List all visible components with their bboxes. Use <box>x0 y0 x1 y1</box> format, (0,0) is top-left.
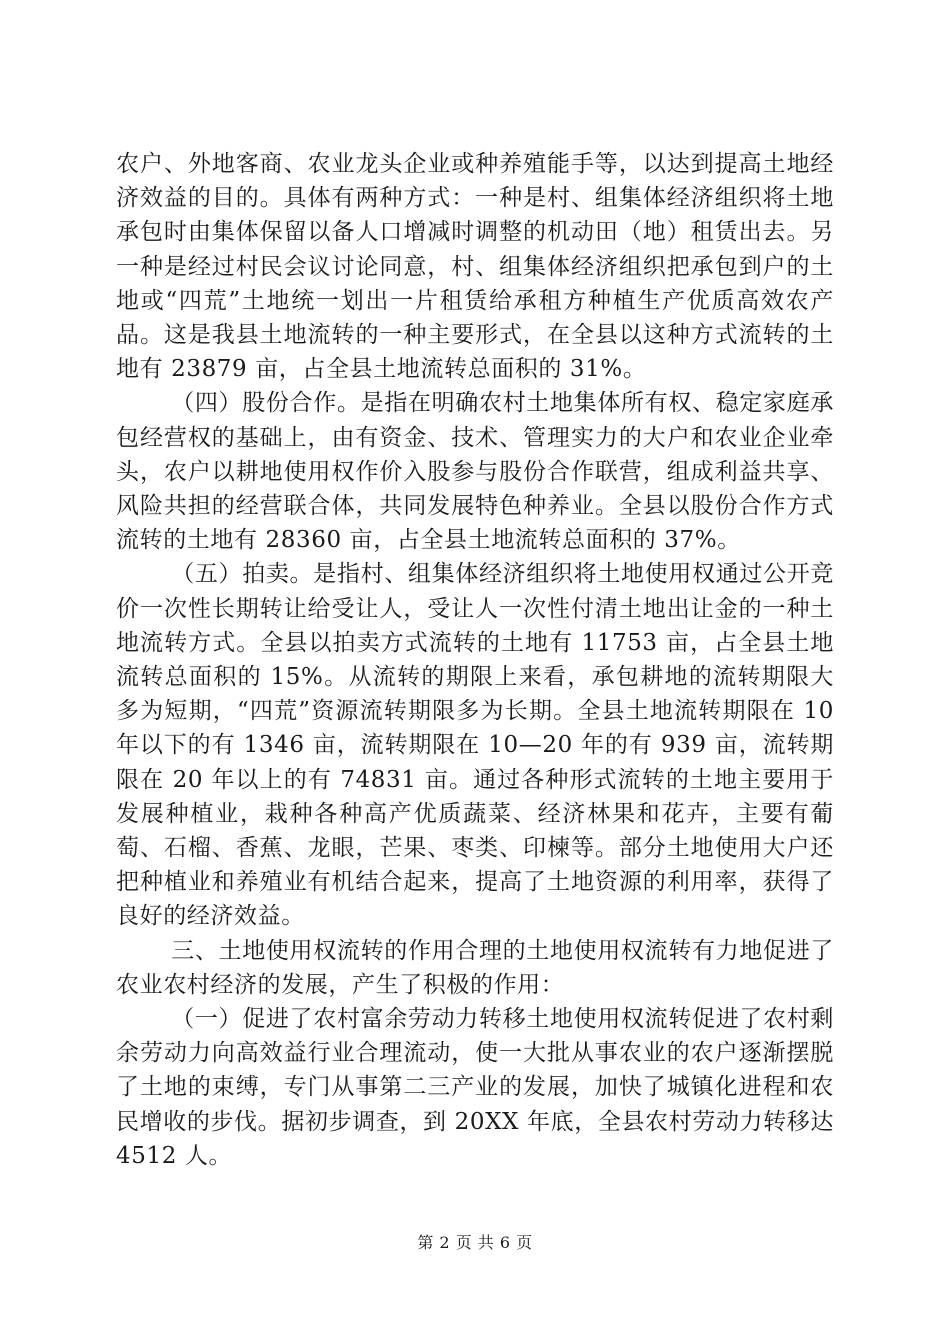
paragraph-labor-transfer: （一）促进了农村富余劳动力转移土地使用权流转促进了农村剩余劳动力向高效益行业合理流动，使一大批从事农业的农户逐渐摆脱了土地的束缚，专门从事第二三产业的发展，加快了城镇化进程和农民增收的步伐。据初步调查，到 20XX 年底，全县农村劳动力转移达 4512 人。 <box>116 1006 834 1169</box>
page-number-footer: 第 2 页 共 6 页 <box>417 1233 533 1252</box>
paragraph-auction: （五）拍卖。是指村、组集体经济组织将土地使用权通过公开竞价一次性长期转让给受让人，受让人一次性付清土地出让金的一种土地流转方式。全县以拍卖方式流转的土地有 11753 亩，占全县土地流转总面积的 15%。从流转的期限上来看，承包耕地的流转期限大多为短期，“四荒”资源流转期限多为长期。全县土地流转期限在 10 年以下的有 1346 亩，流转期限在 10—20 年的有 939 亩，流转期限在 20 年以上的有 74831 亩。通过各种形式流转的土地主要用于发展种植业，栽种各种高产优质蔬菜、经济林果和花卉，主要有葡萄、石榴、香蕉、龙眼，芒果、枣类、印楝等。部分土地使用大户还把种植业和养殖业有机结合起来，提高了土地资源的利用率，获得了良好的经济效益。 <box>116 561 834 930</box>
document-body <box>116 147 834 1173</box>
paragraph-shareholding-cooperation: （四）股份合作。是指在明确农村土地集体所有权、稳定家庭承包经营权的基础上，由有资金、技术、管理实力的大户和农业企业牵头，农户以耕地使用权作价入股参与股份合作联营，组成利益共享、风险共担的经营联合体，共同发展特色种养业。全县以股份合作方式流转的土地有 28360 亩，占全县土地流转总面积的 37%。 <box>116 390 834 554</box>
paragraph-section-three-heading: 三、土地使用权流转的作用合理的土地使用权流转有力地促进了农业农村经济的发展，产生了积极的作用： <box>116 937 834 998</box>
paragraph-intro-lease: 农户、外地客商、农业龙头企业或种养殖能手等，以达到提高土地经济效益的目的。具体有两种方式：一种是村、组集体经济组织将土地承包时由集体保留以备人口增减时调整的机动田（地）租赁出去。另一种是经过村民会议讨论同意，村、组集体经济组织把承包到户的土地或“四荒”土地统一划出一片租赁给承租方种植生产优质高效农产品。这是我县土地流转的一种主要形式，在全县以这种方式流转的土地有 23879 亩，占全县土地流转总面积的 31%。 <box>116 151 834 383</box>
